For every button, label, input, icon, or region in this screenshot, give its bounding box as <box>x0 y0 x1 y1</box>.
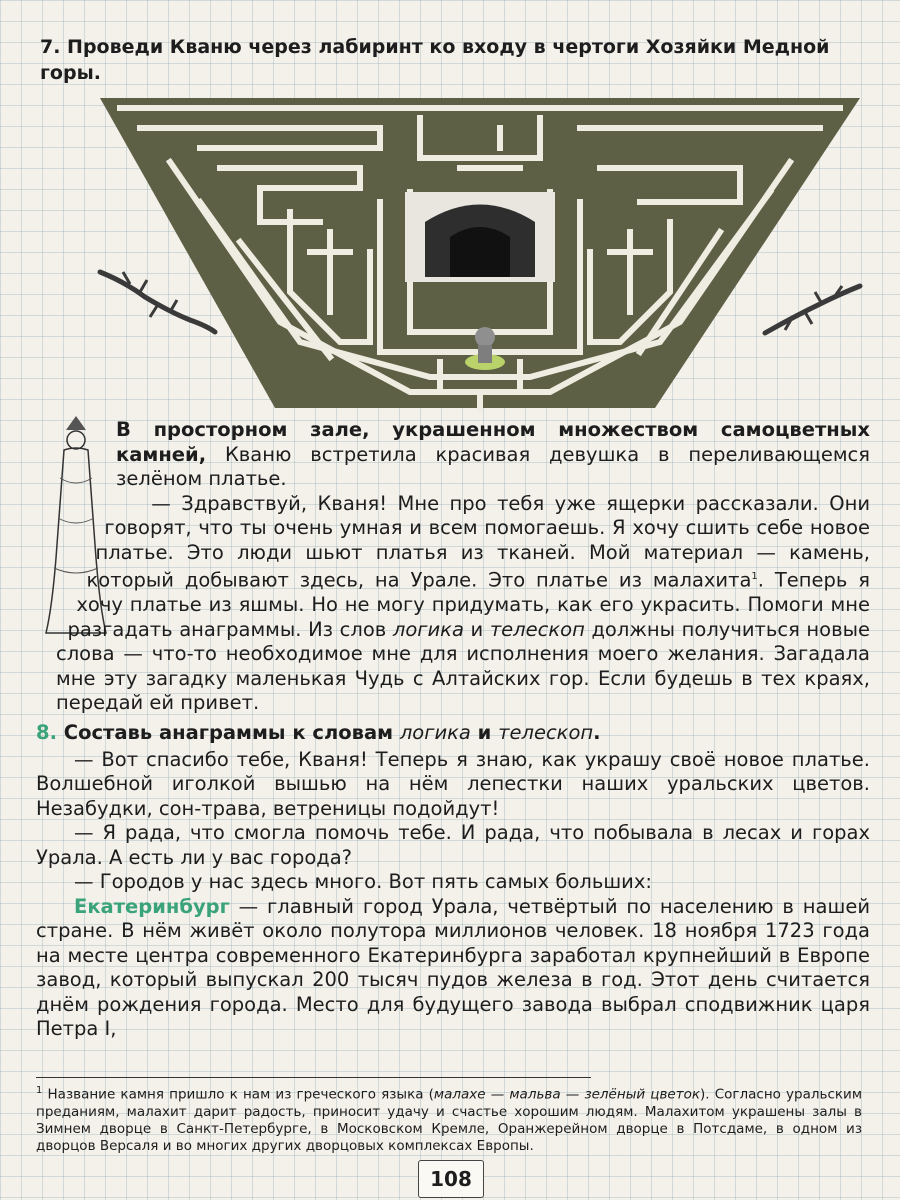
footnote-part-a: Название камня пришло к нам из греческого языка ( <box>42 1086 434 1103</box>
anagram-word-2: телескоп <box>489 617 585 641</box>
p1-and: и <box>463 617 490 641</box>
task-8-and: и <box>470 720 499 744</box>
footnote-mark: 1 <box>36 1085 43 1096</box>
story-paragraph-5 <box>36 895 870 1042</box>
task-8-word-1: логика <box>399 720 471 744</box>
city-name: Екатеринбург <box>74 894 230 918</box>
anagram-word-1: логика <box>392 617 464 641</box>
intro-rest: Кваню встретила красивая девушка в переливающемся зелёном платье. <box>116 442 870 490</box>
maze-illustration[interactable] <box>80 92 880 422</box>
task-7-title: 7. Проведи Кваню через лабиринт ко входу в чертоги Хозяйки Медной горы. <box>40 36 830 84</box>
footnote-divider <box>36 1077 591 1078</box>
p5-text: — главный город Урала, четвёртый по населению в нашей стране. В нём живёт около полутора миллионов человек. 18 ноября 1723 года на месте центра современного Екатеринбурга заработал крупнейший в Европе завод, который выпускал 200 тысяч пудов железа в год. Этот день считается днём рождения города. Место для будущего завода выбрал сподвижник царя Петра I, <box>36 894 870 1040</box>
p1-part-b: . Теперь я хочу платье из яшмы. Но не могу придумать, как его украсить. Помоги мне разгадать анаграммы. Из слов <box>67 568 871 641</box>
intro-bold: В просторном зале, украшенном множеством самоцветных камней, <box>116 418 870 466</box>
lizard-left-icon <box>95 262 220 337</box>
story-paragraph-1 <box>36 492 870 716</box>
footnote <box>36 1082 862 1155</box>
p1-part-c: должны получиться новые слова — что-то необходимое мне для исполнения моего желания. Загадала мне эту загадку маленькая Чудь с Алтайских гор. Если будешь в тех краях, передай ей привет. <box>56 617 870 714</box>
task-8-word-2: телескоп <box>498 720 594 744</box>
page-number: 108 <box>418 1160 484 1198</box>
story-paragraph-3: — Я рада, что смогла помочь тебе. И рада, что побывала в лесах и горах Урала. А есть ли у вас города? <box>36 821 870 869</box>
task-8-text: Составь анаграммы к словам <box>56 720 400 744</box>
chamber-door <box>450 227 510 277</box>
labyrinth-svg <box>80 92 880 422</box>
story-paragraph-2: — Вот спасибо тебе, Кваня! Теперь я знаю, как украшу своё новое платье. Волшебной иголкой вышью на нём лепестки наших уральских цветов. Незабудки, сон-трава, ветреницы подойдут! <box>36 747 870 820</box>
story-paragraph-4: — Городов у нас здесь много. Вот пять самых больших: <box>74 870 652 893</box>
footnote-marker: 1 <box>751 571 758 582</box>
task-8-title <box>36 718 870 748</box>
story-text <box>36 418 870 1042</box>
lizard-right-icon <box>760 278 870 338</box>
task-8-end: . <box>593 720 601 744</box>
footnote-etymology: малахе — мальва — зелёный цветок <box>433 1086 701 1103</box>
task-8-number: 8. <box>36 720 57 744</box>
footnote-part-b: ). Согласно уральским преданиям, малахит дарит радость, приносит удачу и счастье хорошим людям. Малахитом украшены залы в Зимнем дворце в Санкт-Петербурге, в Московском Кремле, Оранжерейном дворце в Потсдаме, в одном из дворцов Версаля и во многих других дворцовых комплексах Европы. <box>36 1086 863 1154</box>
p1-part-a: — Здравствуй, Кваня! Мне про тебя уже ящерки рассказали. Они говорят, что ты очень умная и всем помогаешь. Я хочу сшить себе новое платье. Это люди шьют платья из тканей. Мой материал — камень, который добывают здесь, на Урале. Это платье из малахита <box>86 491 870 592</box>
story-intro <box>36 418 870 492</box>
